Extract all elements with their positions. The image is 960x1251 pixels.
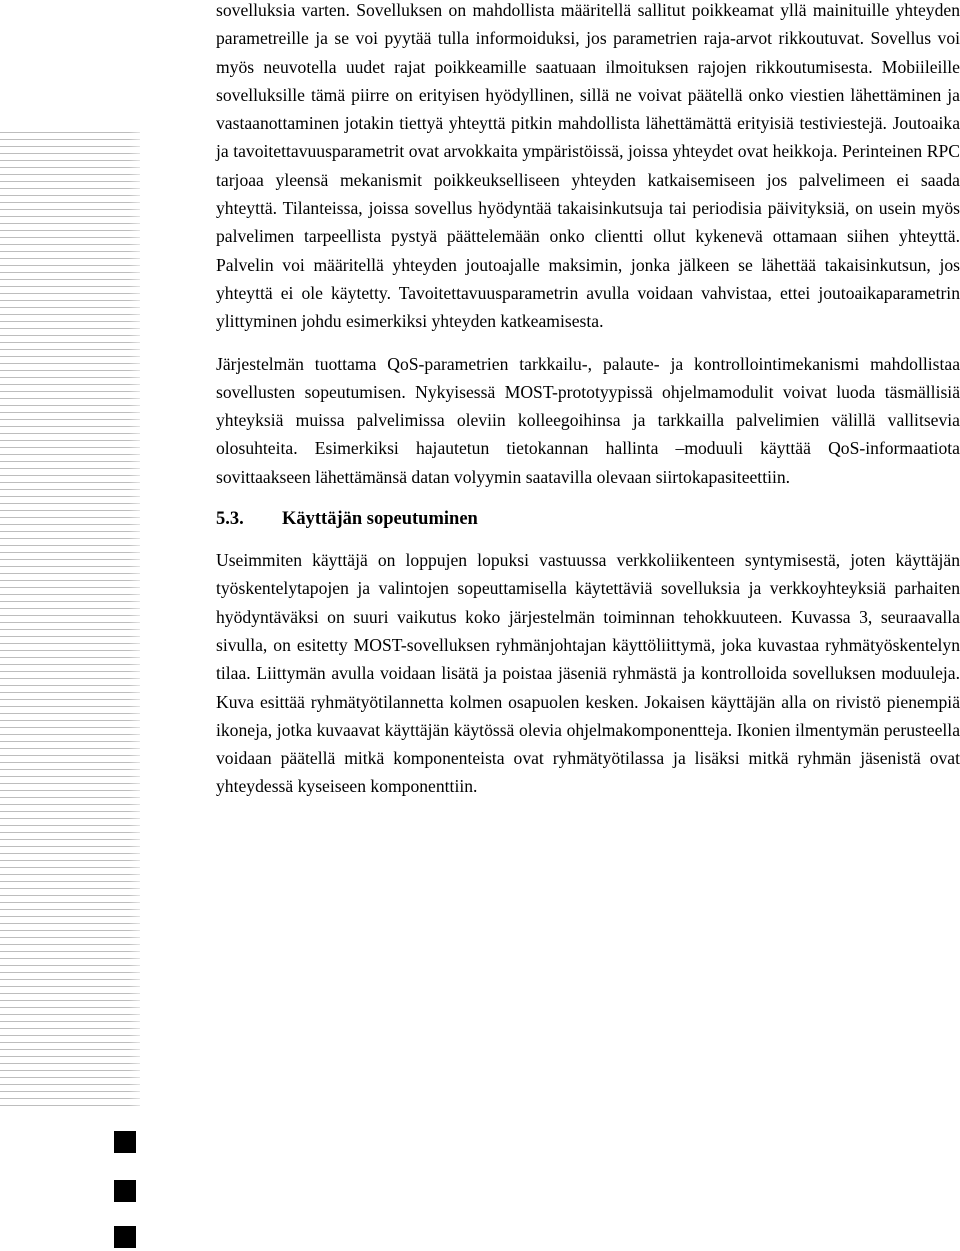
margin-ruled-lines bbox=[0, 128, 140, 1112]
paragraph: sovelluksia varten. Sovelluksen on mahdollista määritellä sallitut poikkeamat yllä mainituille yhteyden parametreille ja se voi pyytää tulla informoiduksi, jos parametrien raja-arvot rikkoutuvat. Sovellus voi myös neuvotella uudet rajat poikkeamille saatuaan ilmoituksen rajojen rikkoutumisesta. Mobiileille sovelluksille tämä piirre on erityisen hyödyllinen, sillä ne voivat päätellä onko viestien lähettäminen ja vastaanottaminen jotakin tiettyä yhteyttä pitkin mahdollista lähettämättä erityisiä testiviestejä. Joutoaika ja tavoitettavuusparametrit ovat arvokkaita ympäristöissä, joissa yhteydet ovat heikkoja. Perinteinen RPC tarjoaa yleensä mekanismit poikkeukselliseen yhteyden katkaisemiseen jos palvelimeen ei saada yhteyttä. Tilanteissa, joissa sovellus hyödyntää takaisinkutsuja tai periodisia päivityksiä, on usein myös palvelimen tarpeellista pystyä päättelemään onko clientti ollut kykenevä ottamaan siihen yhteyttä. Palvelin voi määritellä yhteyden joutoajalle maksimin, jonka jälkeen se lähettää takaisinkutsun, jos yhteyttä ei ole käytetty. Tavoitettavuusparametrin avulla voidaan vahvistaa, ettei joutoaikaparametrin ylittyminen johdu esimerkiksi yhteyden katkeamisesta. bbox=[216, 0, 960, 332]
margin-marker-square bbox=[114, 1180, 136, 1202]
section-number: 5.3. bbox=[216, 509, 244, 530]
section-heading bbox=[216, 505, 960, 533]
paragraph: Useimmiten käyttäjä on loppujen lopuksi vastuussa verkkoliikenteen syntymisestä, joten käyttäjän työskentelytapojen ja valintojen sopeuttamisella käytettäviä sovelluksia ja verkkoyhteyksiä parhaiten hyödyntäväksi on suuri vaikutus koko järjestelmän toiminnan tehokkuuteen. Kuvassa 3, seuraavalla sivulla, on esitetty MOST-sovelluksen ryhmänjohtajan käyttöliittymä, joka kuvastaa ryhmätyöskentelyn tilaa. Liittymän avulla voidaan lisätä ja poistaa jäseniä ryhmästä ja kontrolloida sovelluksen moduuleja. Kuva esittää ryhmätyötilannetta kolmen osapuolen kesken. Jokaisen käyttäjän alla on rivistö pienempiä ikoneja, jotka kuvaavat käyttäjän käytössä olevia ohjelmakomponentteja. Ikonien ilmentymän perusteella voidaan päätellä mitkä komponenteista ovat ryhmätyötilassa ja lisäksi mitkä ryhmän jäsenistä ovat yhteydessä kyseiseen komponenttiin. bbox=[216, 550, 960, 797]
document-body bbox=[216, 0, 960, 801]
margin-marker-square bbox=[114, 1226, 136, 1248]
section-title: Käyttäjän sopeutuminen bbox=[282, 509, 478, 530]
margin-marker-square bbox=[114, 1131, 136, 1153]
paragraph: Järjestelmän tuottama QoS-parametrien tarkkailu-, palaute- ja kontrollointimekanismi mahdollistaa sovellusten sopeutumisen. Nykyisessä MOST-prototyypissä ohjelmamodulit voivat luoda täsmällisiä yhteyksiä muissa palvelimissa oleviin kolleegoihinsa ja tarkkailla palvelimien välillä vallitsevia olosuhteita. Esimerkiksi hajautetun tietokannan hallinta –moduuli käyttää QoS-informaatiota sovittaakseen lähettämänsä datan volyymin saatavilla olevaan siirtokapasiteettiin. bbox=[216, 353, 960, 487]
